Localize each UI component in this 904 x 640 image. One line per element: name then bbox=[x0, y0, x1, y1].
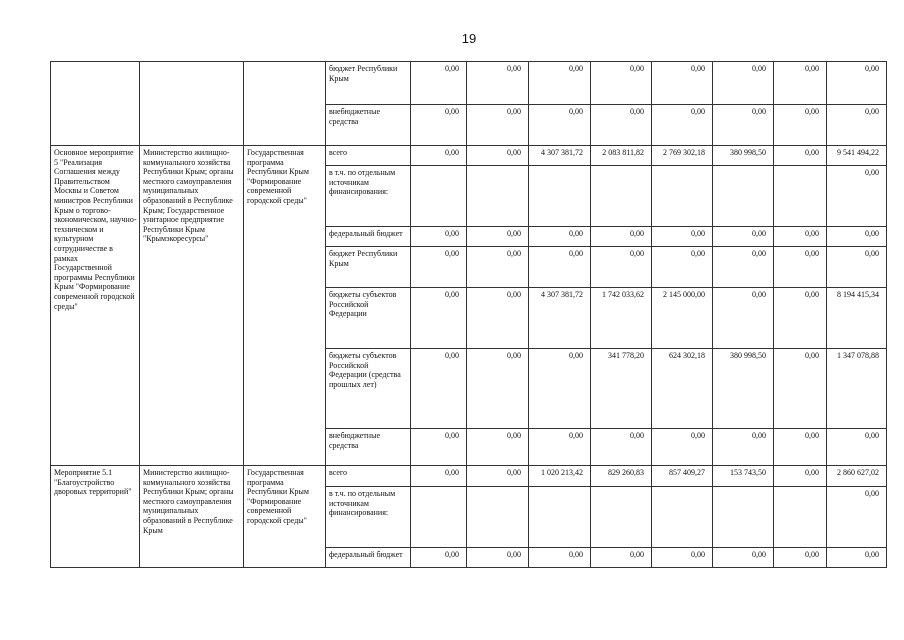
amount-cell: 0,00 bbox=[411, 227, 467, 247]
amount-cell: 0,00 bbox=[774, 288, 827, 349]
total-value-cell: 0,00 bbox=[827, 105, 887, 146]
amount-cell: 0,00 bbox=[411, 288, 467, 349]
funding-source-cell: в т.ч. по отдельным источникам финансирования: bbox=[326, 487, 411, 548]
amount-cell: 1 742 033,62 bbox=[591, 288, 652, 349]
funding-source-cell: бюджеты субъектов Российской Федерации bbox=[326, 288, 411, 349]
amount-cell: 0,00 bbox=[774, 227, 827, 247]
amount-cell: 0,00 bbox=[713, 429, 774, 466]
amount-cell: 2 769 302,18 bbox=[652, 146, 713, 166]
amount-cell: 0,00 bbox=[652, 429, 713, 466]
amount-cell: 0,00 bbox=[467, 466, 529, 487]
budget-table bbox=[50, 61, 887, 568]
program-cell: Государственная программа Республики Крым "Формирование современной городской среды" bbox=[244, 466, 326, 568]
amount-cell bbox=[713, 166, 774, 227]
amount-cell: 0,00 bbox=[713, 247, 774, 288]
amount-cell: 0,00 bbox=[713, 548, 774, 568]
amount-cell: 0,00 bbox=[652, 548, 713, 568]
amount-cell: 0,00 bbox=[467, 105, 529, 146]
amount-cell: 857 409,27 bbox=[652, 466, 713, 487]
total-value-cell: 0,00 bbox=[827, 548, 887, 568]
event-name-cell: Основное мероприятие 5 "Реализация Соглашения между Правительством Москвы и Советом министров Республики Крым о торгово-экономическом, научно-техническом и культурном сотрудничестве в рамках Государственной программы Республики Крым "Формирование современной городской среды" bbox=[51, 146, 140, 466]
amount-cell bbox=[652, 487, 713, 548]
amount-cell: 0,00 bbox=[774, 466, 827, 487]
funding-source-cell: бюджеты субъектов Российской Федерации (средства прошлых лет) bbox=[326, 349, 411, 429]
amount-cell: 0,00 bbox=[652, 247, 713, 288]
funding-source-cell: федеральный бюджет bbox=[326, 548, 411, 568]
amount-cell bbox=[713, 487, 774, 548]
table-row bbox=[51, 62, 887, 105]
amount-cell bbox=[411, 166, 467, 227]
amount-cell: 0,00 bbox=[467, 247, 529, 288]
amount-cell: 1 020 213,42 bbox=[529, 466, 591, 487]
amount-cell: 0,00 bbox=[529, 247, 591, 288]
amount-cell: 0,00 bbox=[411, 146, 467, 166]
total-value-cell: 0,00 bbox=[827, 166, 887, 227]
amount-cell: 0,00 bbox=[774, 105, 827, 146]
amount-cell: 0,00 bbox=[713, 227, 774, 247]
program-cell: Государственная программа Республики Крым "Формирование современной городской среды" bbox=[244, 146, 326, 466]
amount-cell: 624 302,18 bbox=[652, 349, 713, 429]
amount-cell: 341 778,20 bbox=[591, 349, 652, 429]
amount-cell: 0,00 bbox=[467, 429, 529, 466]
amount-cell bbox=[529, 166, 591, 227]
amount-cell: 0,00 bbox=[652, 62, 713, 105]
amount-cell bbox=[652, 166, 713, 227]
funding-source-cell: в т.ч. по отдельным источникам финансирования: bbox=[326, 166, 411, 227]
amount-cell: 0,00 bbox=[529, 62, 591, 105]
amount-cell: 0,00 bbox=[529, 349, 591, 429]
page-number: 19 bbox=[461, 31, 477, 46]
event-name-cell: Мероприятие 5.1 "Благоустройство дворовых территорий" bbox=[51, 466, 140, 568]
total-value-cell: 0,00 bbox=[827, 247, 887, 288]
total-value-cell: 0,00 bbox=[827, 487, 887, 548]
total-value-cell: 9 541 494,22 bbox=[827, 146, 887, 166]
total-value-cell: 2 860 627,02 bbox=[827, 466, 887, 487]
amount-cell: 0,00 bbox=[467, 62, 529, 105]
amount-cell: 4 307 381,72 bbox=[529, 146, 591, 166]
amount-cell bbox=[774, 487, 827, 548]
amount-cell bbox=[529, 487, 591, 548]
total-value-cell: 8 194 415,34 bbox=[827, 288, 887, 349]
program-cell bbox=[244, 62, 326, 146]
amount-cell: 0,00 bbox=[774, 62, 827, 105]
funding-source-cell: федеральный бюджет bbox=[326, 227, 411, 247]
amount-cell: 380 998,50 bbox=[713, 349, 774, 429]
amount-cell: 0,00 bbox=[467, 227, 529, 247]
amount-cell bbox=[411, 487, 467, 548]
amount-cell: 0,00 bbox=[529, 105, 591, 146]
amount-cell: 0,00 bbox=[774, 146, 827, 166]
amount-cell: 153 743,50 bbox=[713, 466, 774, 487]
amount-cell: 0,00 bbox=[411, 105, 467, 146]
funding-source-cell: всего bbox=[326, 466, 411, 487]
funding-source-cell: внебюджетные средства bbox=[326, 429, 411, 466]
executor-cell: Министерство жилищно-коммунального хозяйства Республики Крым; органы местного самоуправления муниципальных образований в Республике Крым; Государственное унитарное предприятие Республики Крым "Крымэкоресурсы" bbox=[140, 146, 244, 466]
amount-cell: 0,00 bbox=[411, 247, 467, 288]
total-value-cell: 0,00 bbox=[827, 429, 887, 466]
amount-cell: 0,00 bbox=[529, 548, 591, 568]
executor-cell: Министерство жилищно-коммунального хозяйства Республики Крым; органы местного самоуправления муниципальных образований в Республике Крым bbox=[140, 466, 244, 568]
table-row bbox=[51, 146, 887, 166]
total-value-cell: 0,00 bbox=[827, 62, 887, 105]
amount-cell: 0,00 bbox=[411, 62, 467, 105]
amount-cell: 0,00 bbox=[411, 548, 467, 568]
amount-cell: 0,00 bbox=[713, 105, 774, 146]
amount-cell: 0,00 bbox=[713, 288, 774, 349]
amount-cell: 0,00 bbox=[411, 349, 467, 429]
amount-cell: 380 998,50 bbox=[713, 146, 774, 166]
amount-cell: 2 083 811,82 bbox=[591, 146, 652, 166]
amount-cell: 0,00 bbox=[467, 349, 529, 429]
amount-cell: 0,00 bbox=[774, 548, 827, 568]
amount-cell: 4 307 381,72 bbox=[529, 288, 591, 349]
total-value-cell: 1 347 078,88 bbox=[827, 349, 887, 429]
amount-cell bbox=[591, 487, 652, 548]
amount-cell bbox=[467, 487, 529, 548]
amount-cell: 2 145 000,00 bbox=[652, 288, 713, 349]
amount-cell: 0,00 bbox=[467, 288, 529, 349]
funding-source-cell: внебюджетные средства bbox=[326, 105, 411, 146]
amount-cell: 0,00 bbox=[591, 429, 652, 466]
amount-cell: 0,00 bbox=[774, 247, 827, 288]
amount-cell: 0,00 bbox=[411, 466, 467, 487]
amount-cell: 0,00 bbox=[591, 247, 652, 288]
amount-cell: 0,00 bbox=[529, 227, 591, 247]
amount-cell bbox=[774, 166, 827, 227]
amount-cell: 0,00 bbox=[591, 548, 652, 568]
executor-cell bbox=[140, 62, 244, 146]
funding-source-cell: бюджет Республики Крым bbox=[326, 62, 411, 105]
funding-source-cell: бюджет Республики Крым bbox=[326, 247, 411, 288]
amount-cell: 829 260,83 bbox=[591, 466, 652, 487]
amount-cell: 0,00 bbox=[411, 429, 467, 466]
amount-cell: 0,00 bbox=[774, 429, 827, 466]
amount-cell bbox=[591, 166, 652, 227]
amount-cell: 0,00 bbox=[652, 227, 713, 247]
event-name-cell bbox=[51, 62, 140, 146]
amount-cell: 0,00 bbox=[652, 105, 713, 146]
amount-cell: 0,00 bbox=[467, 146, 529, 166]
total-value-cell: 0,00 bbox=[827, 227, 887, 247]
amount-cell: 0,00 bbox=[774, 349, 827, 429]
budget-table-body bbox=[51, 62, 887, 568]
funding-source-cell: всего bbox=[326, 146, 411, 166]
amount-cell: 0,00 bbox=[467, 548, 529, 568]
amount-cell: 0,00 bbox=[591, 227, 652, 247]
amount-cell: 0,00 bbox=[713, 62, 774, 105]
amount-cell: 0,00 bbox=[529, 429, 591, 466]
amount-cell bbox=[467, 166, 529, 227]
amount-cell: 0,00 bbox=[591, 62, 652, 105]
amount-cell: 0,00 bbox=[591, 105, 652, 146]
table-row bbox=[51, 466, 887, 487]
